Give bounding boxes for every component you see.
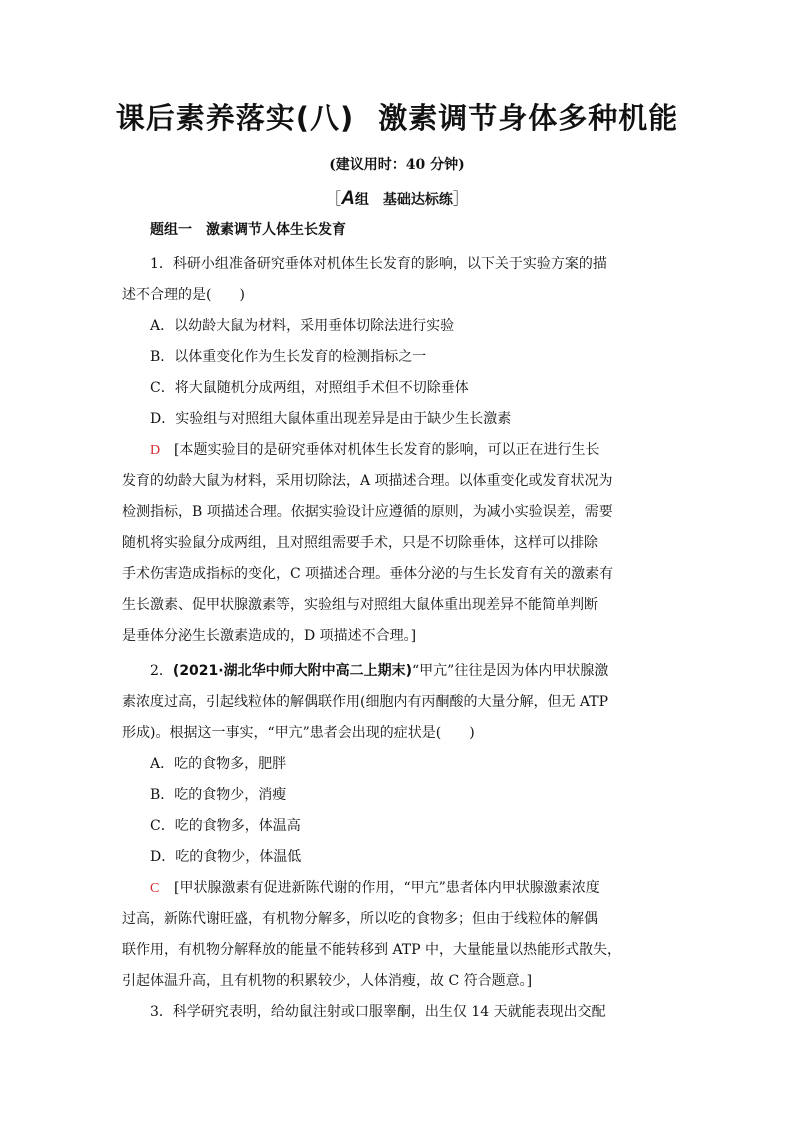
q1-option-b: B．以体重变化作为生长发育的检测指标之一: [150, 349, 427, 365]
q1-explanation-line-6: 生长激素、促甲状腺激素等，实验组与对照组大鼠体重出现差异不能简单判断: [122, 597, 598, 613]
q1-explanation-line-2: 发育的幼龄大鼠为材料，采用切除法，A 项描述合理。以体重变化或发育状况为: [122, 473, 613, 489]
q1-option-d: D．实验组与对照组大鼠体重出现差异是由于缺少生长激素: [150, 411, 512, 427]
section-heading: 题组一 激素调节人体生长发育: [150, 222, 346, 238]
q2-stem-line-3: 形成)。根据这一事实，“甲亢”患者会出现的症状是( ): [122, 725, 475, 741]
q2-number: 2．: [150, 663, 173, 679]
q2-explanation-line-3: 联作用，有机物分解释放的能量不能转移到 ATP 中，大量能量以热能形式散失，: [122, 942, 622, 958]
group-label: 组 基础达标练: [354, 192, 453, 208]
group-bracket-close: ］: [452, 189, 469, 208]
q2-option-d: D．吃的食物少，体温低: [150, 849, 302, 865]
q1-stem-line-2: 述不合理的是( ): [122, 287, 245, 303]
q1-explanation-line-5: 手术伤害造成指标的变化，C 项描述合理。垂体分泌的与生长发育有关的激素有: [122, 566, 614, 582]
page-title: [0, 96, 794, 137]
q1-explanation-text: [本题实验目的是研究垂体对机体生长发育的影响，可以正在进行生长: [174, 442, 600, 458]
q1-option-c: C．将大鼠随机分成两组，对照组手术但不切除垂体: [150, 380, 469, 396]
q2-stem-text: “甲亢”往往是因为体内甲状腺激: [412, 663, 609, 679]
q2-explanation-line-1: [150, 878, 676, 899]
q2-stem-line-1: [150, 661, 676, 681]
title-part-2: 激素调节身体多种机能: [378, 101, 679, 135]
title-part-1: 课后素养落实(八): [115, 101, 355, 135]
q2-explanation-text: [甲状腺激素有促进新陈代谢的作用，“甲亢”患者体内甲状腺激素浓度: [174, 880, 600, 896]
q2-option-b: B．吃的食物少，消瘦: [150, 787, 287, 803]
q1-option-a: A．以幼龄大鼠为材料，采用垂体切除法进行实验: [150, 318, 455, 334]
q2-explanation-line-2: 过高，新陈代谢旺盛，有机物分解多，所以吃的食物多；但由于线粒体的解偶: [122, 911, 598, 927]
q2-answer: C: [150, 881, 160, 896]
q1-stem-line-1: 1．科研小组准备研究垂体对机体生长发育的影响，以下关于实验方案的描: [150, 256, 607, 272]
group-header: [0, 186, 794, 210]
q2-option-c: C．吃的食物多，体温高: [150, 818, 301, 834]
q1-explanation-line-4: 随机将实验鼠分成两组，且对照组需要手术，只是不切除垂体，这样可以排除: [122, 535, 598, 551]
q2-source: (2021·湖北华中师大附中高二上期末): [172, 663, 413, 679]
group-bracket-open: ［: [325, 189, 342, 208]
q3-stem-line-1: 3．科学研究表明，给幼鼠注射或口服睾酮，出生仅 14 天就能表现出交配: [150, 1004, 606, 1020]
suggested-time: (建议用时：40 分钟): [329, 157, 465, 173]
q2-stem-line-2: 素浓度过高，引起线粒体的解偶联作用(细胞内有丙酮酸的大量分解，但无 ATP: [122, 694, 609, 710]
q1-answer: D: [150, 443, 161, 458]
q2-option-a: A．吃的食物多，肥胖: [150, 756, 287, 772]
q1-explanation-line-1: [150, 440, 676, 461]
q1-explanation-line-3: 检测指标，B 项描述合理。依据实验设计应遵循的原则，为减小实验误差，需要: [122, 504, 613, 520]
q1-explanation-line-7: 是垂体分泌生长激素造成的，D 项描述不合理。]: [122, 628, 417, 644]
q2-explanation-line-4: 引起体温升高，且有机物的积累较少，人体消瘦，故 C 符合题意。]: [122, 973, 533, 989]
group-letter: A: [341, 188, 355, 209]
